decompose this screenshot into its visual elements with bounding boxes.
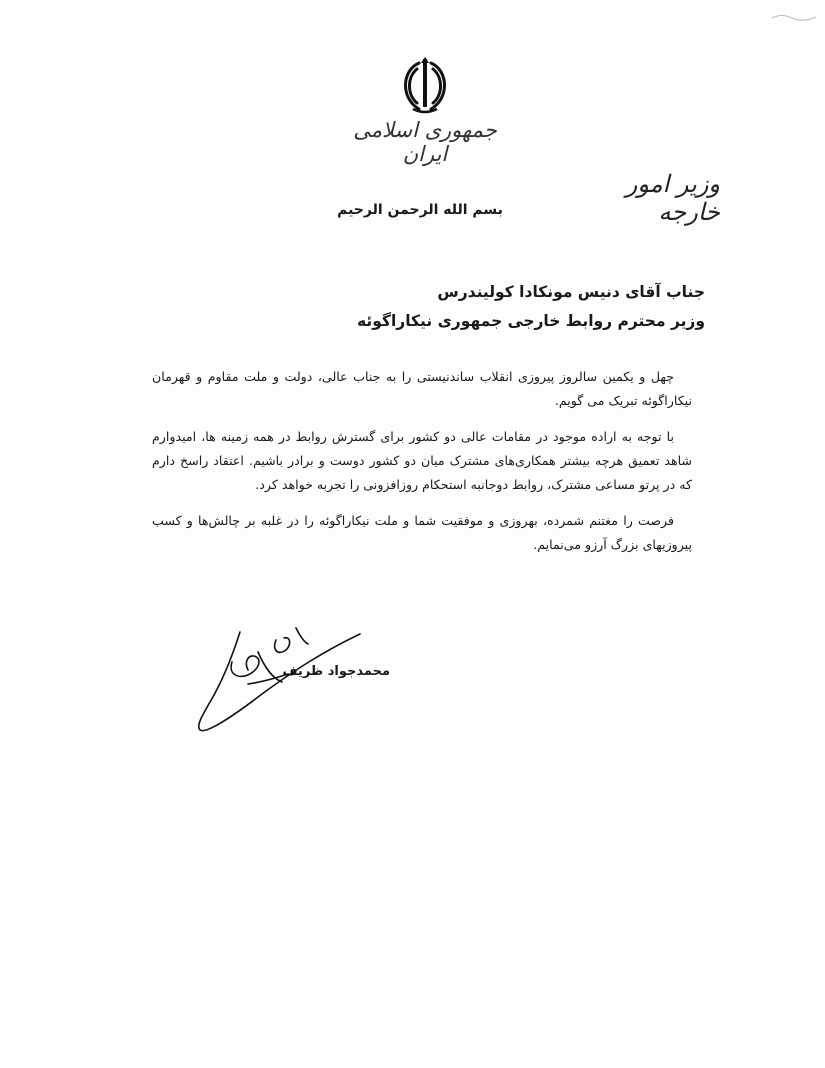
body-paragraph-2: با توجه به اراده موجود در مقامات عالی دو کشور برای گسترش روابط در همه زمینه ها، امیدوارم شاهد تعمیق هرچه بیشتر همکاری‌های مشترک میان دو کشور دوست و برادر باشیم. اعتقاد راسخ دارم که در پرتو مساعی مشترک، روابط دوجانبه استحکام روزافزونی را تجربه خواهد کرد.	[152, 429, 692, 492]
addressee-line-2: وزیر محترم روابط خارجی جمهوری نیکاراگوئه	[357, 312, 705, 330]
body-paragraph-3: فرصت را مغتنم شمرده، بهروزی و موفقیت شما و ملت نیکاراگوئه را در غلبه بر چالش‌ها و کسب پیروزیهای بزرگ آرزو می‌نمایم.	[152, 513, 692, 552]
signer-name: محمدجواد ظریف	[282, 664, 390, 679]
pen-mark-decoration	[770, 10, 820, 24]
addressee-line-1: جناب آقای دنیس مونکادا کولیندرس	[437, 283, 705, 301]
state-name: جمهوری اسلامی ایران	[353, 118, 497, 166]
ministry-title: وزیر امور خارجه	[625, 170, 720, 226]
body-paragraph-1: چهل و یکمین سالروز پیروزی انقلاب ساندنیستی را به جناب عالی، دولت و ملت مقاوم و قهرمان نیکاراگوئه تبریک می گویم.	[152, 369, 692, 408]
iran-emblem-icon	[395, 55, 455, 115]
letter-body	[152, 365, 692, 569]
basmala: بسم الله الرحمن الرحیم	[337, 202, 503, 218]
addressee-block	[245, 278, 705, 336]
handwritten-signature	[192, 622, 367, 737]
